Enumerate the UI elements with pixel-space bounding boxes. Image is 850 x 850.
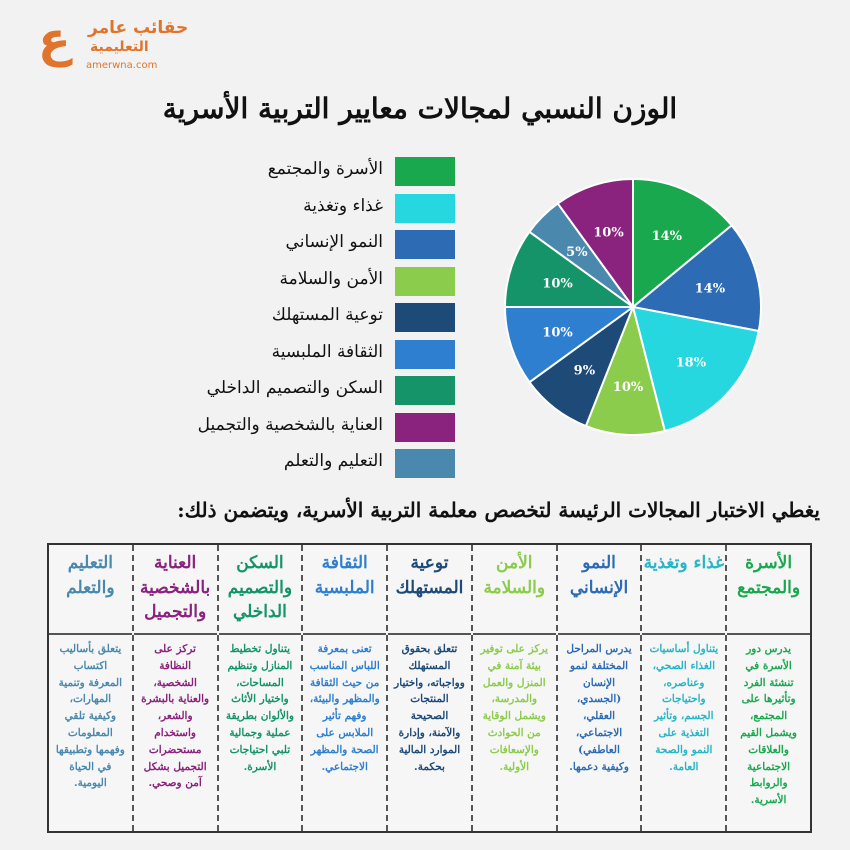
- pie-slice-label: 9%: [573, 363, 596, 379]
- legend-swatch: [395, 157, 455, 186]
- domain-column: [49, 545, 132, 831]
- domain-column: [217, 545, 302, 831]
- pie-slice-label: 14%: [651, 229, 683, 245]
- domain-column-head: [388, 545, 471, 635]
- legend-label: التعليم والتعلم: [283, 451, 383, 471]
- legend-swatch: [395, 303, 455, 332]
- legend-label: الثقافة الملبسية: [271, 341, 383, 362]
- pie-slice-label: 18%: [675, 355, 707, 371]
- domain-column-head: [134, 545, 217, 635]
- domain-column-head: [49, 545, 132, 635]
- brand-logo: [38, 12, 198, 72]
- legend-item: [175, 374, 455, 411]
- legend-swatch: [395, 376, 455, 405]
- domain-column-head: [303, 545, 386, 635]
- legend-label: الأسرة والمجتمع: [267, 159, 383, 179]
- domain-description: تعنى بمعرفة اللباس المناسب من حيث الثقافة والمظهر والبيئة، وفهم تأثير الملابس على الصحة والمظهر الاجتماعي.: [309, 643, 380, 773]
- legend-item: [175, 155, 455, 192]
- domain-title: غذاء وتغذية: [643, 553, 725, 573]
- legend-item: [175, 447, 455, 484]
- pie-slice-label: 10%: [612, 380, 644, 396]
- domain-column: [386, 545, 471, 831]
- domain-title: الثقافة الملبسية: [314, 553, 375, 598]
- logo-name-line1: حقائب عامر: [88, 18, 189, 38]
- domain-column-head: [642, 545, 725, 635]
- domain-column: [301, 545, 386, 831]
- legend-item: [175, 228, 455, 265]
- domain-column: [556, 545, 641, 831]
- pie-slice-label: 5%: [566, 244, 588, 260]
- domain-title: السكن والتصميم الداخلي: [227, 553, 293, 623]
- domain-column: [471, 545, 556, 831]
- domain-column: [132, 545, 217, 831]
- pie-chart: [502, 176, 764, 438]
- logo-name-line2: التعليمية: [90, 39, 149, 55]
- legend-label: العناية بالشخصية والتجميل: [197, 414, 383, 435]
- section-subtitle: يغطي الاختبار المجالات الرئيسة لتخصص معلمة التربية الأسرية، ويتضمن ذلك:: [177, 498, 820, 522]
- domain-column-head: [727, 545, 810, 635]
- legend-label: السكن والتصميم الداخلي: [206, 378, 383, 398]
- legend-swatch: [395, 230, 455, 259]
- domain-column: [640, 545, 725, 831]
- legend-item: [175, 265, 455, 302]
- legend-item: [175, 411, 455, 448]
- domain-title: الأمن والسلامة: [483, 553, 546, 598]
- domain-title: توعية المستهلك: [395, 553, 464, 598]
- domain-description: يتناول تخطيط المنازل وتنظيم المساحات، واختيار الأثاث والألوان بطريقة عملية وجمالية تلبي احتياجات الأسرة.: [225, 643, 294, 773]
- domain-title: النمو الإنساني: [569, 553, 629, 598]
- legend-swatch: [395, 340, 455, 369]
- legend-label: توعية المستهلك: [271, 305, 383, 325]
- domain-title: الأسرة والمجتمع: [737, 553, 801, 598]
- domain-column-head: [473, 545, 556, 635]
- domain-description: يدرس دور الأسرة في تنشئة الفرد وتأثيرها على المجتمع، ويشمل القيم والعلاقات الاجتماعية والروابط الأسرية.: [740, 643, 797, 807]
- domain-description: تتعلق بحقوق المستهلك وواجباته، واختيار المنتجات الصحيحة والآمنة، وإدارة الموارد المالية بحكمة.: [394, 643, 465, 773]
- legend-swatch: [395, 267, 455, 296]
- domains-table: [47, 543, 812, 833]
- pie-slice-label: 10%: [593, 225, 624, 241]
- pie-slice-label: 10%: [542, 276, 573, 292]
- legend-swatch: [395, 413, 455, 442]
- legend-item: [175, 338, 455, 375]
- domain-description: يتعلق بأساليب اكتساب المعرفة وتنمية المهارات، وكيفية تلقي المعلومات وفهمها وتطبيقها في الحياة اليومية.: [55, 643, 125, 790]
- domain-description: يركز على توفير بيئة آمنة في المنزل والعمل والمدرسة، ويشمل الوقاية من الحوادث والإسعافات الأولية.: [480, 643, 549, 773]
- legend-swatch: [395, 449, 455, 478]
- domain-column-head: [219, 545, 302, 635]
- domain-description: تركز على النظافة الشخصية، والعناية بالبشرة والشعر، واستخدام مستحضرات التجميل بشكل آمن وصحي.: [141, 643, 210, 790]
- legend-swatch: [395, 194, 455, 223]
- legend-label: النمو الإنساني: [285, 232, 383, 252]
- pie-slice-label: 14%: [694, 281, 726, 297]
- logo-mark-icon: ع: [38, 12, 71, 68]
- domain-title: التعليم والتعلم: [66, 553, 115, 598]
- legend-item: [175, 301, 455, 338]
- domain-description: يدرس المراحل المختلفة لنمو الإنسان (الجسدي، العقلي، الاجتماعي، العاطفي) وكيفية دعمها.: [566, 643, 632, 773]
- pie-slice-label: 10%: [542, 325, 573, 341]
- chart-legend: [175, 155, 455, 484]
- domain-description: يتناول أساسيات الغذاء الصحي، وعناصره، واحتياجات الجسم، وتأثير التغذية على النمو والصحة العامة.: [649, 643, 719, 773]
- chart-title: الوزن النسبي لمجالات معايير التربية الأسرية: [162, 92, 678, 125]
- legend-label: الأمن والسلامة: [279, 268, 383, 289]
- logo-url: amerwna.com: [86, 60, 158, 71]
- legend-item: [175, 192, 455, 229]
- legend-label: غذاء وتغذية: [303, 195, 383, 216]
- domain-column-head: [558, 545, 641, 635]
- domain-column: [725, 545, 810, 831]
- domain-title: العناية بالشخصية والتجميل: [140, 553, 211, 623]
